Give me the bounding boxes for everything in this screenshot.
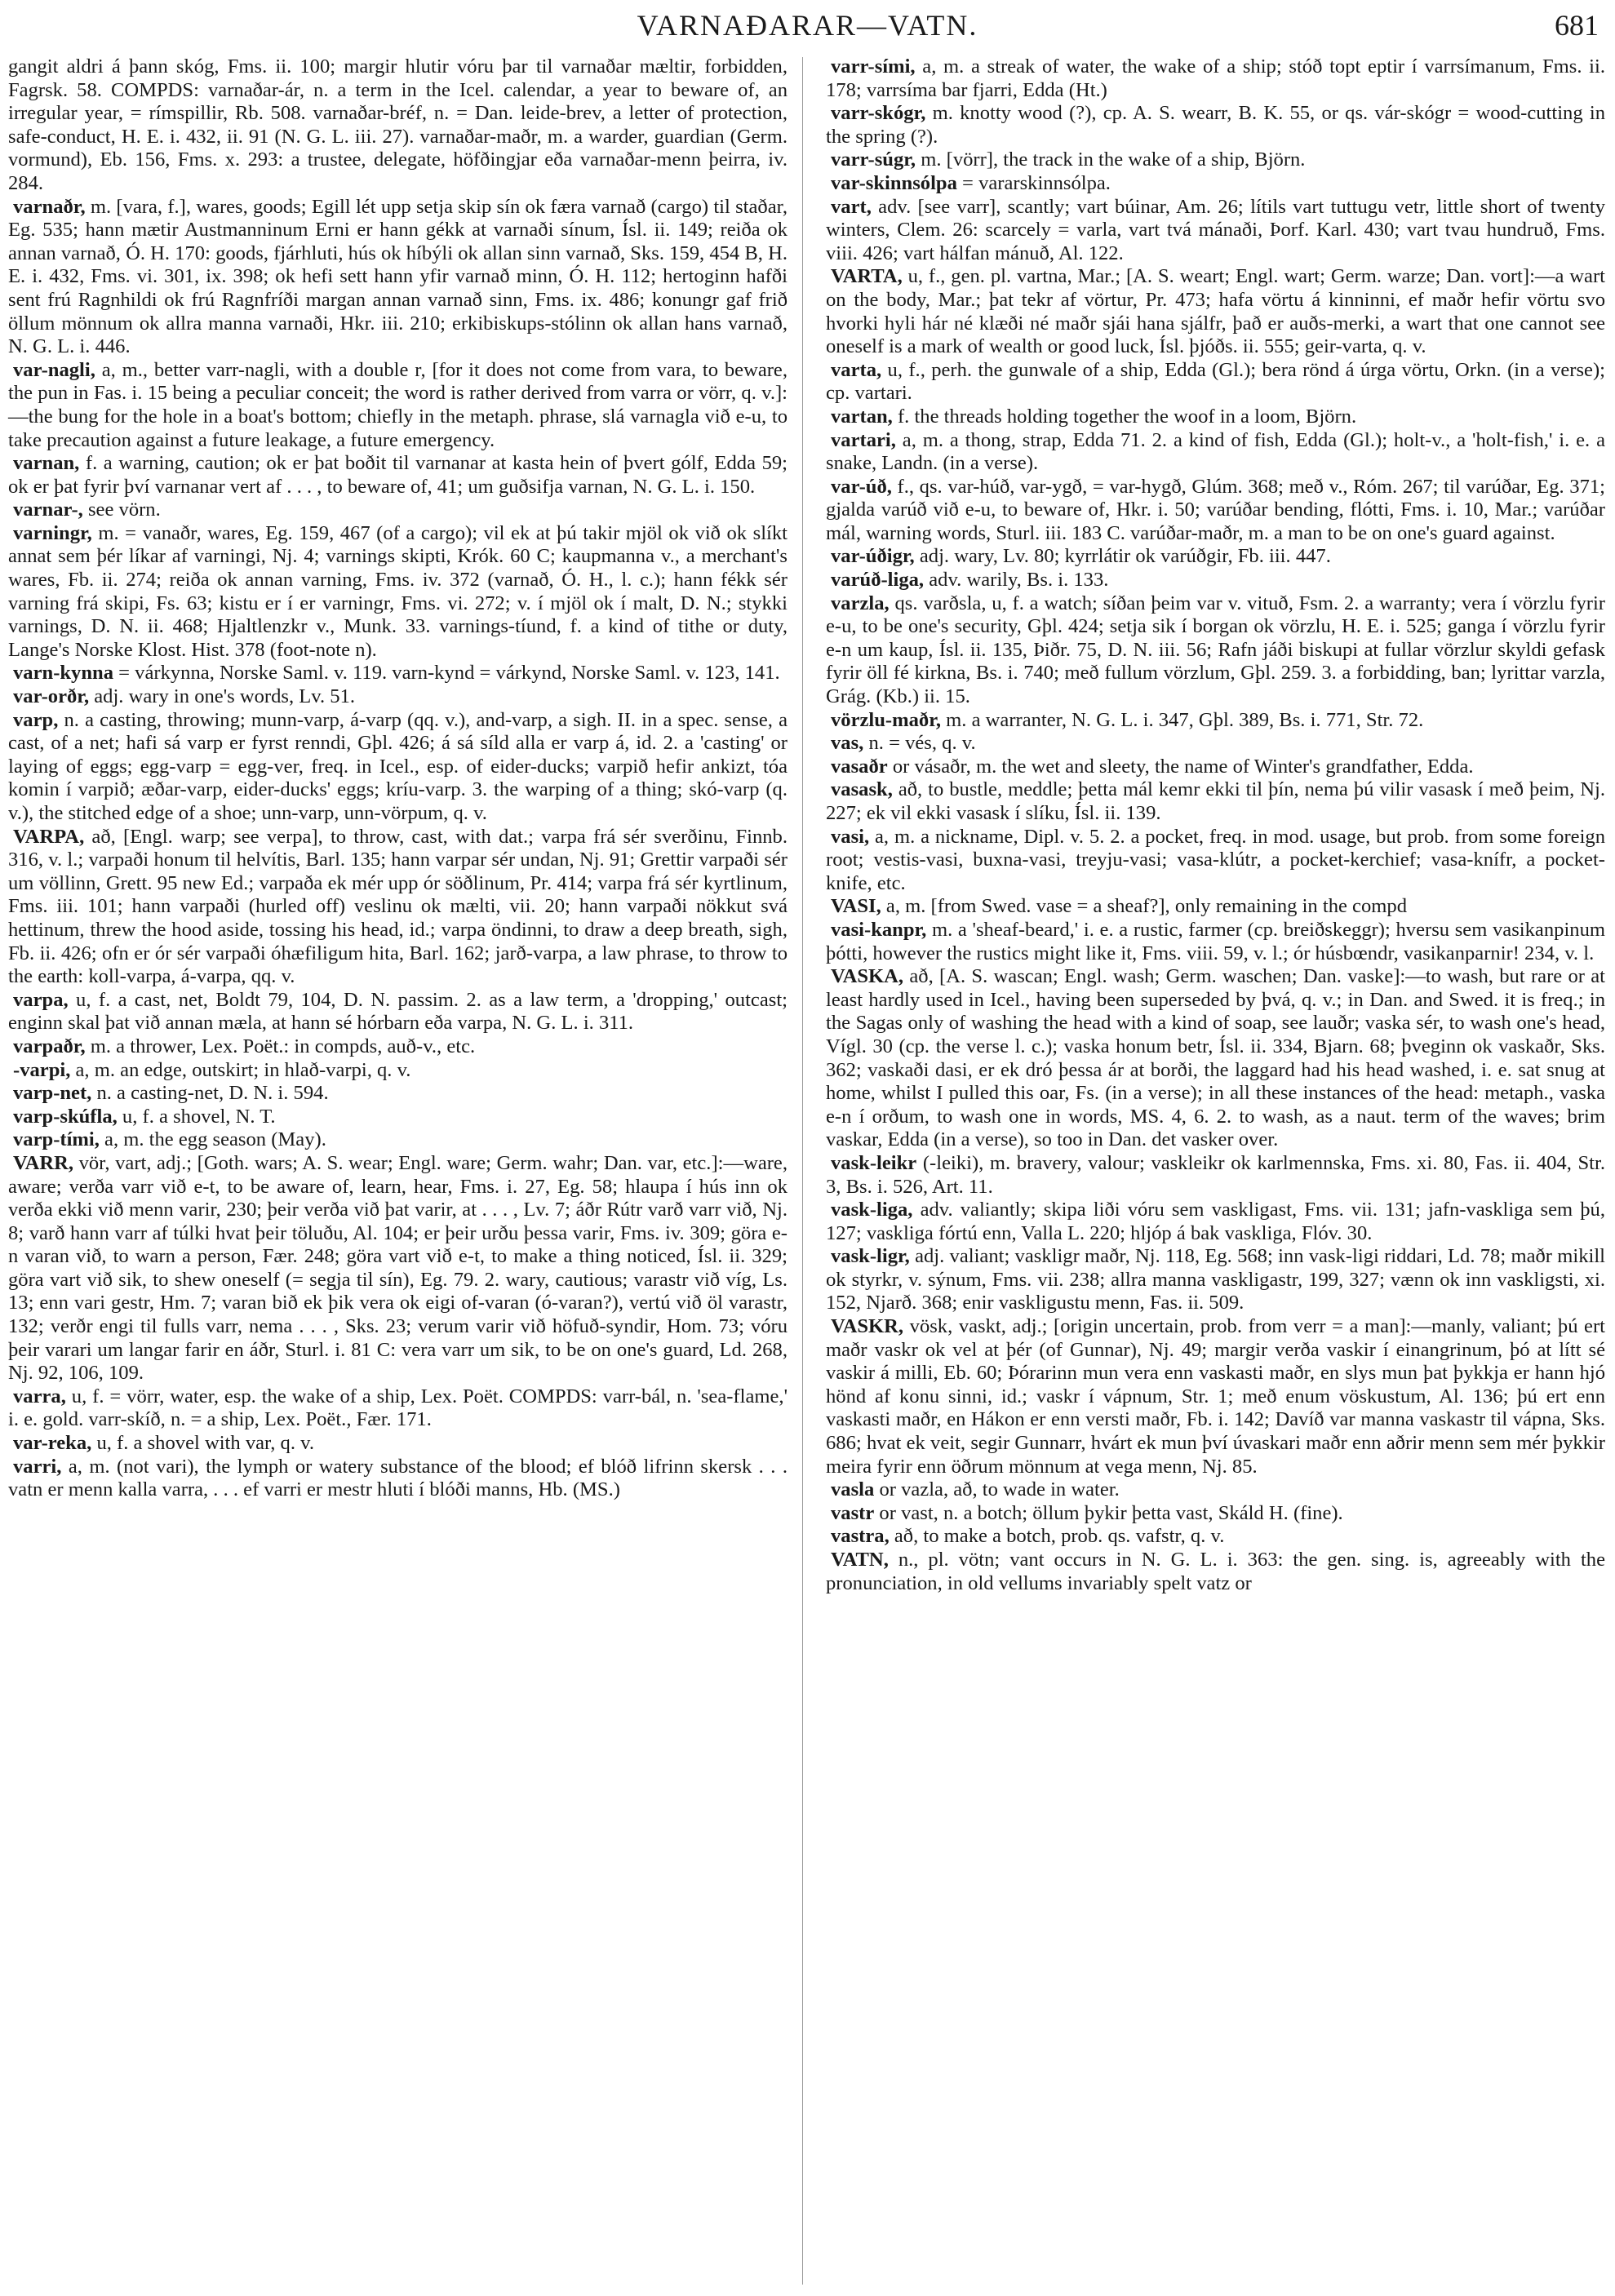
headword: varpa, <box>13 988 69 1011</box>
entry-definition: n. = vés, q. v. <box>863 732 976 755</box>
dictionary-entry <box>826 265 1605 358</box>
dictionary-entry <box>8 499 788 522</box>
entry-definition: a, m. a thong, strap, Edda 71. 2. a kind of fish, Edda (Gl.); holt-v., a 'holt-fish,' i. e. a snake, Landn. (in a verse). <box>826 428 1605 475</box>
headword: VARTA, <box>831 265 903 288</box>
dictionary-entry <box>826 1502 1605 1526</box>
entry-definition: adv. [see varr], scantly; vart búinar, Am. 26; lítils vart tuttugu vetr, little short of twenty winters, Clem. 26: scarcely = varla, vart tvá mánaði, Þorf. Karl. 430; vart tvau hundruð, Fms. viii. 426; vart hálfan mánuð, Al. 122. <box>826 195 1605 264</box>
headword: varúð-liga, <box>831 569 925 592</box>
headword: varra, <box>13 1385 66 1407</box>
headword: varp-tími, <box>13 1128 100 1151</box>
dictionary-entry <box>826 359 1605 406</box>
headword: var-úðigr, <box>831 545 915 568</box>
entry-definition: m. a thrower, Lex. Poët.: in compds, auð-v., etc. <box>85 1035 476 1057</box>
headword: var-nagli, <box>13 358 95 381</box>
dictionary-entry <box>8 55 788 196</box>
headword: VARR, <box>13 1151 74 1174</box>
dictionary-entry <box>826 919 1605 965</box>
headword: VARPA, <box>13 825 85 848</box>
entry-definition: m. a warranter, N. G. L. i. 347, Gþl. 389, Bs. i. 771, Str. 72. <box>941 708 1424 731</box>
dictionary-entry <box>826 1199 1605 1245</box>
headword: varp, <box>13 708 59 731</box>
dictionary-entry <box>826 406 1605 429</box>
headword: vask-ligr, <box>831 1245 910 1268</box>
dictionary-entry <box>8 452 788 499</box>
headword: vasaðr <box>831 755 888 778</box>
entry-definition: n. a casting-net, D. N. i. 594. <box>91 1082 329 1105</box>
dictionary-entry <box>826 1152 1605 1199</box>
dictionary-entry <box>8 826 788 989</box>
entry-definition: see vörn. <box>82 499 161 521</box>
dictionary-entry <box>826 429 1605 476</box>
dictionary-entry <box>826 172 1605 196</box>
entry-definition: or vazla, að, to wade in water. <box>874 1478 1120 1501</box>
headword: varnan, <box>13 452 80 475</box>
headword: vask-liga, <box>831 1199 913 1221</box>
column-divider <box>802 57 803 2285</box>
dictionary-entry <box>8 1385 788 1432</box>
dictionary-entry <box>826 778 1605 825</box>
dictionary-entry <box>8 709 788 826</box>
entry-definition: a, m. a streak of water, the wake of a ship; stóð topt eptir í varrsímanum, Fms. ii. 178; varrsíma bar fjarri, Edda (Ht.) <box>826 55 1605 101</box>
dictionary-entry <box>8 1128 788 1152</box>
entry-definition: vör, vart, adj.; [Goth. wars; A. S. wear; Engl. ware; Germ. wahr; Dan. var, etc.]:—ware, aware; verða varr við e-t, to be aware of, learn, hear, Fms. i. 27, Eg. 58; hlaupa í hús inn ok verða ekki við menn varir, 230; þeir verða við þat varir, at . . . , Lv. 7; áðr Rútr varð varr við, Nj. 8; varð hann varr af túlki hvat þeir töluðu, Al. 104; er þeir urðu þessa varir, Fms. iv. 309; göra e-n varan við, to warn a person, Fær. 248; göra vart við e-t, to make a thing noticed, Ísl. ii. 329; göra vart við sik, to shew oneself (= segja til sín), Eg. 79. 2. wary, cautious; varastr við víg, Ls. 13; enn vari gestr, Hm. 7; varan bið ek þik vera ok eigi of-varan (ó-varan?), vertú við öl varastr, 132; verðr engi til fulls varr, nema . . . , Sks. 23; verum varir við höfuð-syndir, Hom. 73; vóru þeir varari um langar farir en áðr, Sturl. i. 81 C: vera varr um sik, to be on one's guard, Ld. 268, Nj. 92, 106, 109. <box>8 1151 788 1385</box>
dictionary-entry <box>826 476 1605 546</box>
headword: vörzlu-maðr, <box>831 708 942 731</box>
headword: vartan, <box>831 405 893 428</box>
headword: varpaðr, <box>13 1035 86 1057</box>
dictionary-entry <box>8 1035 788 1059</box>
entry-definition: = vararskinnsólpa. <box>956 171 1111 194</box>
dictionary-entry <box>826 545 1605 569</box>
entry-definition: m. knotty wood (?), cp. A. S. wearr, B. K. 55, or qs. vár-skógr = wood-cutting in the spring (?). <box>826 102 1605 148</box>
entry-definition: qs. varðsla, u, f. a watch; síðan þeim var v. vituð, Fsm. 2. a warranty; vera í vörzlu fyrir e-u, to be one's security, Gþl. 424; setja sik í borgan ok vörzlu, H. E. i. 525; ganga í vörzlu fyrir e-n um kaup, Ísl. ii. 135, Þiðr. 75, D. N. iii. 56; Rafn jáði biskupi at fullar vörzlur skyldi gefask fyrir öll fé kirkna, Bs. i. 740; með fullum vörzlum, Gþl. 259. 3. a forbidding, ban; lyrittar varzla, Grág. (Kb.) ii. 15. <box>826 592 1605 708</box>
headword: vasi-kanpr, <box>831 918 927 941</box>
dictionary-entry <box>826 102 1605 148</box>
page-header <box>0 5 1615 46</box>
dictionary-entry <box>8 359 788 452</box>
dictionary-entry <box>826 1245 1605 1315</box>
dictionary-entry <box>8 662 788 685</box>
dictionary-entry <box>826 1525 1605 1549</box>
entry-definition: u, f. a shovel with var, q. v. <box>91 1432 314 1455</box>
dictionary-entry <box>826 826 1605 896</box>
headword: VASKA, <box>831 965 904 988</box>
headword: -varpi, <box>13 1058 71 1081</box>
entry-definition: adj. wary, Lv. 80; kyrrlátir ok varúðgir, Fb. iii. 447. <box>914 545 1331 568</box>
headword: varr-súgr, <box>831 148 916 171</box>
headword: vasask, <box>831 778 893 801</box>
running-title: VARNAÐARAR—VATN. <box>637 9 978 42</box>
dictionary-entry <box>8 196 788 359</box>
headword: var-reka, <box>13 1432 92 1455</box>
entry-definition: adj. wary in one's words, Lv. 51. <box>89 685 356 708</box>
entry-definition: = várkynna, Norske Saml. v. 119. varn-kynd = várkynd, Norske Saml. v. 123, 141. <box>113 662 780 685</box>
headword: varzla, <box>831 592 890 614</box>
entry-definition: að, [Engl. warp; see verpa], to throw, cast, with dat.; varpa frá sér sverðinu, Finnb. 316, v. l.; varpaði honum til helvítis, Barl. 135; hann varpar sér undan, Nj. 91; Grettir varpaði sér um völlinn, Grett. 95 new Ed.; varpaða ek mér upp ór söðlinum, Pr. 414; varpa frá sér kyrtlinum, Fms. iii. 101; hann varpaði (hurled off) veslinu ok mælti, vii. 20; hann varpaði nökkut svá hettinum, threw the hood aside, tossing his head, id.; varpa öndinni, to draw a deep breath, sigh, Fb. ii. 426; ofn er ór sér varpaði óhæfiligum hita, Barl. 162; jarð-varpa, a law phrase, to throw to the earth: koll-varpa, á-varpa, qq. v. <box>8 825 788 988</box>
entry-definition: f. the threads holding together the woof in a loom, Björn. <box>892 405 1357 428</box>
entry-definition: gangit aldri á þann skóg, Fms. ii. 100; margir hlutir vóru þar til varnaðar mæltir, forbidden, Fagrsk. 58. COMPDS: varnaðar-ár, n. a term in the Icel. calendar, a year to beware of, an irregular year, = rímspillir, Rb. 508. varnaðar-bréf, n. = Dan. leide-brev, a letter of protection, safe-conduct, H. E. i. 432, ii. 91 (N. G. L. iii. 27). varnaðar-maðr, m. a warder, guardian (Germ. vormund), Eb. 156, Fms. x. 293: a trustee, delegate, höfðingjar eða varnaðar-menn þeirra, iv. 284. <box>8 55 788 194</box>
entry-definition: u, f. = vörr, water, esp. the wake of a ship, Lex. Poët. COMPDS: varr-bál, n. 'sea-flame,' i. e. gold. varr-skíð, n. = a ship, Lex. Poët., Fær. 171. <box>8 1385 788 1431</box>
entry-definition: adv. valiantly; skipa liði vóru sem vaskligast, Fms. vii. 131; jafn-vaskliga sem þú, 127; vaskliga fórtú enn, Valla L. 220; hljóp á bak vaskliga, Flóv. 30. <box>826 1199 1605 1244</box>
headword: varri, <box>13 1455 62 1478</box>
dictionary-entry <box>8 989 788 1035</box>
entry-definition: m. a 'sheaf-beard,' i. e. a rustic, farmer (cp. breiðskeggr); hversu sem vasikanpinum þótti, however the rustics might like it, Fms. viii. 59, v. l.; ór húsbœndr, vasikanparnir! 234, v. l. <box>826 918 1605 964</box>
entry-definition: f. a warning, caution; ok er þat boðit til varnanar at kasta hein of þvert gólf, Edda 59; ok er þat fyrir því varnanar vert af . . . , to beware of, 41; um guðsifja varnan, N. G. L. i. 150. <box>8 452 788 498</box>
dictionary-entry <box>8 1082 788 1106</box>
headword: vartari, <box>831 428 896 451</box>
entry-definition: u, f. a shovel, N. T. <box>117 1105 276 1128</box>
headword: VASI, <box>831 895 881 918</box>
entry-definition: a, m. [from Swed. vase = a sheaf?], only remaining in the compd <box>881 895 1407 918</box>
dictionary-entry <box>826 709 1605 733</box>
headword: var-skinnsólpa <box>831 171 957 194</box>
dictionary-entry <box>826 895 1605 919</box>
entry-definition: or vásaðr, m. the wet and sleety, the name of Winter's grandfather, Edda. <box>887 755 1474 778</box>
headword: varta, <box>831 358 882 381</box>
dictionary-entry <box>8 522 788 663</box>
headword: vastr <box>831 1501 875 1524</box>
dictionary-entry <box>826 569 1605 592</box>
headword: var-úð, <box>831 475 892 498</box>
entry-definition: n. a casting, throwing; munn-varp, á-varp (qq. v.), and-varp, a sigh. II. in a spec. sense, a cast, of a net; hafi sá varp er fyrst renndi, Gþl. 426; á sá síld alla er varp á, id. 2. a 'casting' or laying of eggs; egg-varp = egg-ver, freq. in Icel., esp. of eider-ducks; varpið hefir ankizt, tóa komin í varpið; æðar-varp, eider-ducks' eggs; kríu-varp. 3. the warping of a thing; skó-varp (q. v.), the stitched edge of a shoe; unn-varp, unn-vörpum, q. v. <box>8 708 788 824</box>
left-column <box>8 55 788 1502</box>
dictionary-entry <box>826 196 1605 266</box>
entry-definition: u, f., gen. pl. vartna, Mar.; [A. S. weart; Engl. wart; Germ. warze; Dan. vort]:—a wart on the body, Mar.; þat tekr af vörtur, Pr. 473; hafa vörtu á kinninni, ef maðr hefir vörtu svo hvorki hyli hár né klæði né maðr sjái hana sjálfr, það er auðs-merki, a wart that one cannot see oneself is a mark of wealth or good luck, Ísl. þjóðs. ii. 555; geir-varta, q. v. <box>826 265 1605 358</box>
dictionary-entry <box>8 1106 788 1129</box>
headword: vastra, <box>831 1525 890 1548</box>
entry-definition: vösk, vaskt, adj.; [origin uncertain, prob. from verr = a man]:—manly, valiant; þú ert maðr vaskr ok vel at þér (of Gunnar), Nj. 49; margir verða vaskir í einangrinum, þó at lítt sé vaskir á milli, Eb. 60; Þórarinn mun vera enn vaskasti maðr, en slys mun þat þykkja er hann hjó hönd af konu sinni, id.; vaskr í vápnum, Str. 1; með enum vöskustum, Al. 136; þú ert enn vaskasti maðr, en Hákon er enn versti maðr, Fb. i. 142; Davíð var manna vaskastr til vápna, Sks. 686; hvat ek veit, segir Gunnarr, hvárt ek mun því úvaskari maðr enn aðrir menn sem mér þykkir meira fyrir enn öðrum mönnum at vega menn, Nj. 85. <box>826 1315 1605 1478</box>
entry-definition: n., pl. vötn; vant occurs in N. G. L. i. 363: the gen. sing. is, agreeably with the pronunciation, in old vellums invariably spelt vatz or <box>826 1549 1605 1594</box>
headword: var-orðr, <box>13 685 90 708</box>
right-column <box>826 55 1605 1595</box>
headword: varnar-, <box>13 499 83 521</box>
headword: VASKR, <box>831 1315 904 1338</box>
entry-definition: m. = vanaðr, wares, Eg. 159, 467 (of a cargo); vil ek at þú takir mjöl ok við ok slíkt annat sem þér líkar af varningi, Nj. 4; varnings skipti, Krók. 60 C; kaupmanna v., a merchant's wares, Fb. ii. 274; reiða ok annan varning, Fms. iv. 372 (varnað, Ó. H., l. c.); hann fékk sér varning frá skipi, Fs. 63; kistu er í er varningr, Fms. vi. 272; v. í mjöl ok í malt, D. N.; stykki varnings, D. N. ii. 468; Hjaltlenzkr v., Munk. 33. varnings-tíund, f. a kind of tithe or duty, Lange's Norske Klost. Hist. 378 (foot-note n). <box>8 521 788 661</box>
headword: vart, <box>831 195 872 218</box>
headword: varn-kynna <box>13 662 114 685</box>
entry-definition: a, m. an edge, outskirt; in hlað-varpi, q. v. <box>70 1058 411 1081</box>
dictionary-entry <box>826 1315 1605 1478</box>
dictionary-entry <box>826 592 1605 709</box>
dictionary-entry <box>826 1478 1605 1502</box>
dictionary-entry <box>8 1152 788 1385</box>
dictionary-entry <box>826 148 1605 172</box>
entry-definition: a, m. a nickname, Dipl. v. 5. 2. a pocket, freq. in mod. usage, but prob. from some foreign root; vestis-vasi, buxna-vasi, treyju-vasi; vasa-klútr, a pocket-kerchief; vasa-knífr, a pocket-knife, etc. <box>826 825 1605 894</box>
entry-definition: adj. valiant; vaskligr maðr, Nj. 118, Eg. 568; inn vask-ligi riddari, Ld. 78; maðr mikill ok styrkr, v. sýnum, Fms. vii. 238; allra manna vaskligastr, 199, 327; vænn ok inn vaskligsti, xi. 152, Njarð. 368; enir vaskligustu menn, Fas. ii. 509. <box>826 1245 1605 1314</box>
dictionary-entry <box>8 1432 788 1456</box>
entry-definition: a, m. the egg season (May). <box>99 1128 326 1151</box>
entry-definition: (-leiki), m. bravery, valour; vaskleikr ok karlmennska, Fms. xi. 80, Fas. ii. 404, Str. 3, Bs. i. 526, Art. 11. <box>826 1151 1605 1198</box>
dictionary-entry <box>826 1549 1605 1595</box>
headword: varnaðr, <box>13 195 86 218</box>
headword: varp-net, <box>13 1082 92 1105</box>
entry-definition: að, [A. S. wascan; Engl. wash; Germ. waschen; Dan. vaske]:—to wash, but rare or at least hardly used in Icel., having been superseded by þvá, q. v.; in Dan. and Swed. it is freq.; in the Sagas only of washing the head with a kind of soap, see lauðr; vaska sér, to wash one's head, Vígl. 30 (cp. the verse l. c.); vaska honum betr, Ísl. ii. 334, Bjarn. 68; þveginn ok vaskaðr, Sks. 362; vaskaði dasi, er ek dró þessa ár at borði, the laggard had his head washed, i. e. sat snug at home, whilst I pulled this oar, Fs. (in a verse); in all these instances of the head: metaph., vaska e-n í orðum, to wash one in words, MS. 4, 6. 2. to wash, as a naut. term of the waves; brim vaskar, Edda (in a verse), so too in Dan. det vasker over. <box>826 965 1605 1151</box>
dictionary-entry <box>8 685 788 709</box>
dictionary-entry <box>826 732 1605 756</box>
entry-definition: að, to make a botch, prob. qs. vafstr, q. v. <box>889 1525 1225 1548</box>
headword: varp-skúfla, <box>13 1105 118 1128</box>
headword: vask-leikr <box>831 1151 917 1174</box>
headword: varningr, <box>13 521 92 544</box>
headword: vasla <box>831 1478 875 1501</box>
headword: vasi, <box>831 825 870 848</box>
entry-definition: adv. warily, Bs. i. 133. <box>924 569 1109 592</box>
entry-definition: a, m., better varr-nagli, with a double r, [for it does not come from vara, to beware, the pun in Fas. i. 15 being a peculiar conceit; the word is rather derived from varra or vörr, q. v.]:—the bung for the hole in a boat's bottom; chiefly in the metaph. phrase, slá varnagla við e-u, to take precaution against a future leakage, a future emergency. <box>8 358 788 451</box>
entry-definition: u, f., perh. the gunwale of a ship, Edda (Gl.); bera rönd á úrga vörtu, Orkn. (in a verse); cp. vartari. <box>826 358 1605 405</box>
entry-definition: m. [vara, f.], wares, goods; Egill lét upp setja skip sín ok færa varnað (cargo) til staðar, Eg. 535; hann mætir Austmanninum Erni er hann gékk at varnaði sínum, Ísl. ii. 149; reiða ok annan varnað, Ó. H. 170: goods, fjárhluti, hús ok híbýli ok allan sinn varnað, Sks. 159, 454 B, H. E. i. 432, Fms. vi. 301, ix. 398; ok hefi sett hann yfir varnað minn, Ó. H. 112; hertoginn hafði sent frú Ragnhildi ok frú Ragnfríði margan annan varnað sinn, Fms. ix. 486; konungr gaf frið öllum mönnum ok allra manna varnaði, Hkr. iii. 210; erkibiskups-stólinn ok allan hans varnað, N. G. L. i. 446. <box>8 195 788 358</box>
entry-definition: a, m. (not vari), the lymph or watery substance of the blood; ef blóð lifrinn skersk . . . vatn er menn kalla varra, . . . ef varri er mestr hluti í blóði manns, Hb. (MS.) <box>8 1455 788 1501</box>
entry-definition: m. [vörr], the track in the wake of a ship, Björn. <box>916 148 1306 171</box>
dictionary-entry <box>8 1059 788 1083</box>
dictionary-entry <box>826 55 1605 102</box>
dictionary-entry <box>8 1456 788 1502</box>
headword: varr-sími, <box>831 55 916 78</box>
entry-definition: u, f. a cast, net, Boldt 79, 104, D. N. passim. 2. as a law term, a 'dropping,' outcast; enginn skal þat við annan mæla, at hann sé hórbarn eða varpa, N. G. L. i. 311. <box>8 988 788 1035</box>
dictionary-entry <box>826 965 1605 1152</box>
dictionary-entry <box>826 756 1605 779</box>
entry-definition: f., qs. var-húð, var-ygð, = var-hygð, Glúm. 368; með v., Róm. 267; til varúðar, Eg. 371; gjalda varúð við e-u, to beware of, Hkr. i. 50; varúðar bending, flótti, Fms. i. 10, Mar.; varúðar mál, warning words, Sturl. iii. 183 C. varúðar-maðr, m. a man to be on one's guard against. <box>826 475 1605 544</box>
entry-definition: or vast, n. a botch; öllum þykir þetta vast, Skáld H. (fine). <box>874 1501 1343 1524</box>
page-number: 681 <box>1555 9 1599 42</box>
headword: vas, <box>831 732 864 755</box>
entry-definition: að, to bustle, meddle; þetta mál kemr ekki til þín, nema þú vilir vasask í með þeim, Nj. 227; ek vil ekki vasask í slíku, Ísl. ii. 139. <box>826 778 1605 824</box>
headword: VATN, <box>831 1549 889 1571</box>
headword: varr-skógr, <box>831 102 926 125</box>
